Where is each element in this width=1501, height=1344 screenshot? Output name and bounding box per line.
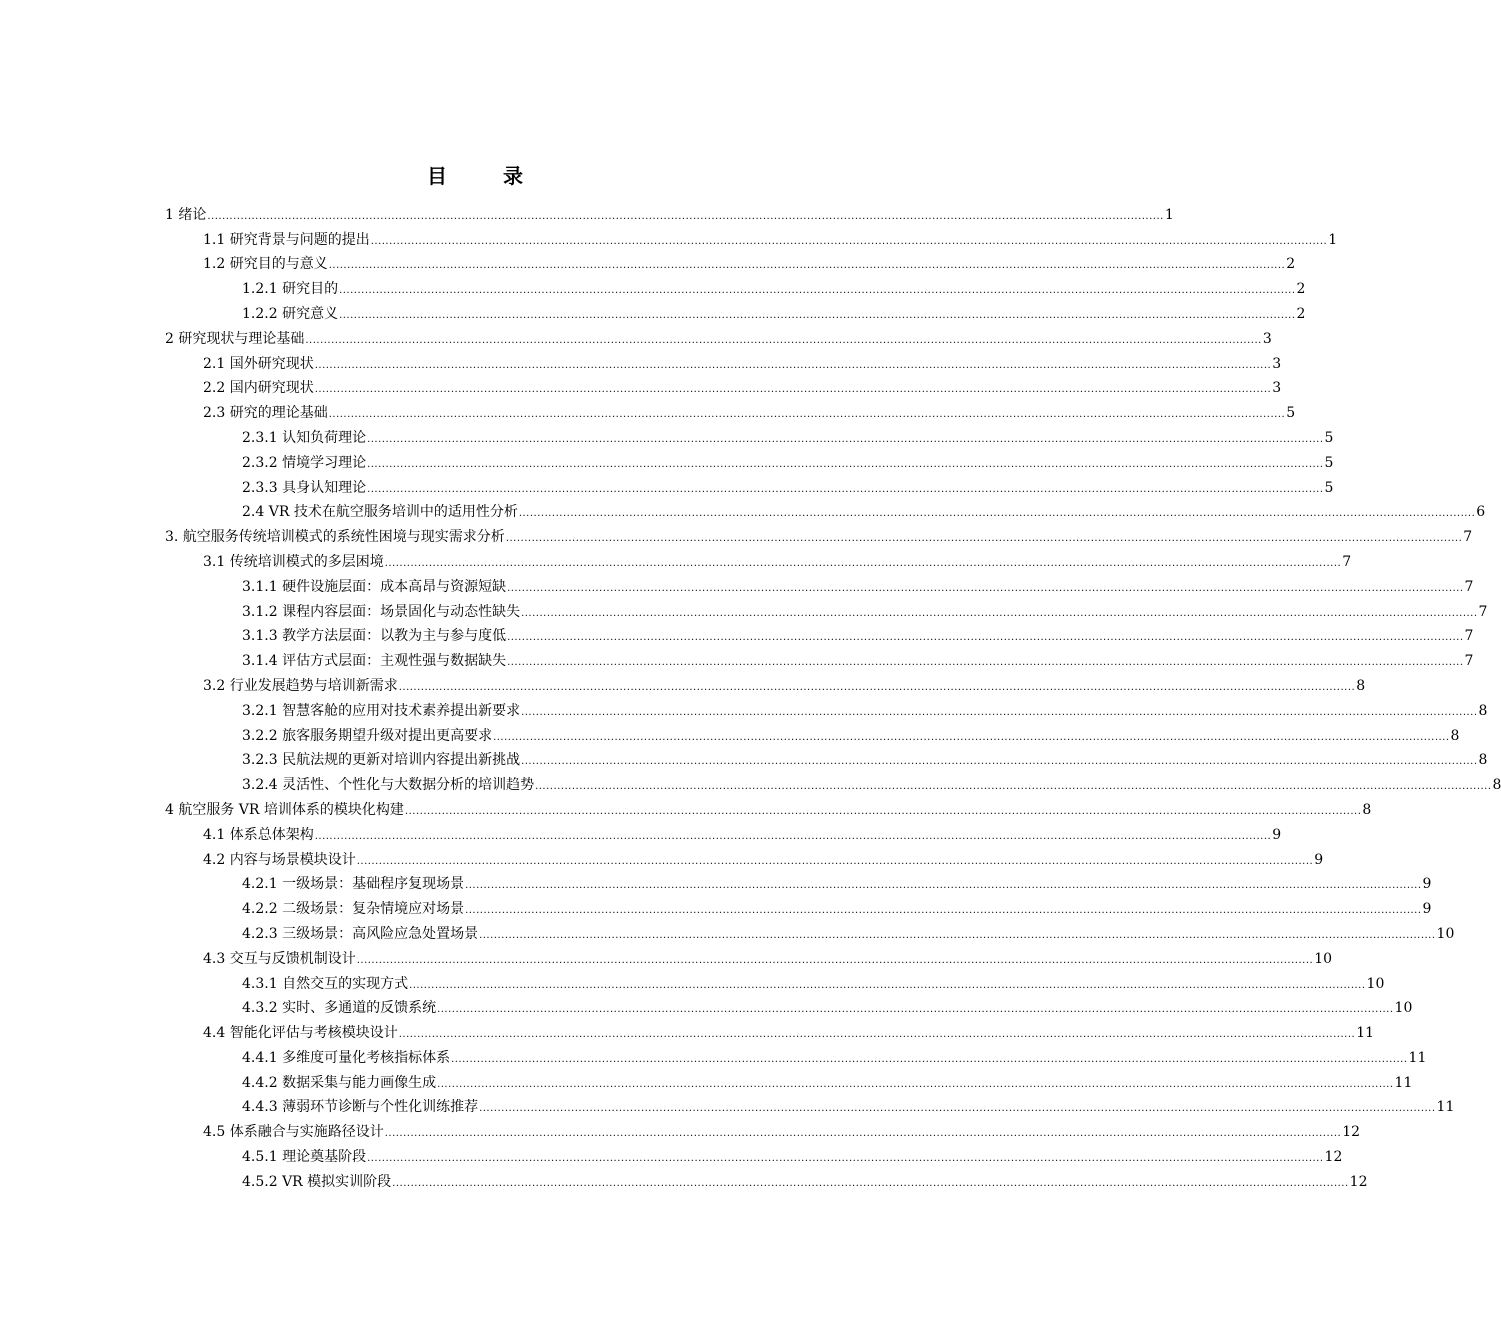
toc-leader-dots: .................................................................................................................................................................................................................................................................... — [479, 929, 1436, 941]
toc-entry-page-number: 9 — [1272, 826, 1282, 843]
toc-entry-page-number: 6 — [1476, 504, 1486, 521]
toc-entry[interactable] — [165, 546, 1352, 571]
toc-leader-dots: .................................................................................................................................................................................................................................................................... — [367, 1153, 1324, 1165]
toc-entry-title: 2.4 VR 技术在航空服务培训中的适用性分析 — [242, 504, 518, 521]
toc-entry[interactable] — [165, 943, 1333, 968]
toc-entry-page-number: 11 — [1436, 1099, 1455, 1116]
toc-entry-title: 2 研究现状与理论基础 — [165, 330, 305, 347]
toc-entry-title: 3.1.3 教学方法层面：以教为主与参与度低 — [242, 628, 507, 645]
toc-entry[interactable] — [165, 373, 1282, 398]
toc-entry-page-number: 12 — [1342, 1124, 1361, 1141]
toc-entry-title: 4.2 内容与场景模块设计 — [203, 851, 356, 868]
toc-entry-title: 3. 航空服务传统培训模式的系统性困境与现实需求分析 — [165, 529, 505, 546]
toc-leader-dots: .................................................................................................................................................................................................................................................................... — [398, 681, 1356, 693]
toc-entry-title: 2.3.1 认知负荷理论 — [242, 429, 367, 446]
toc-entry[interactable] — [165, 521, 1473, 546]
toc-entry[interactable] — [165, 1042, 1427, 1067]
toc-entry-title: 2.1 国外研究现状 — [203, 355, 314, 372]
toc-entry-page-number: 1 — [1328, 231, 1338, 248]
toc-entry[interactable] — [165, 745, 1488, 770]
toc-entry-page-number: 1 — [1164, 206, 1174, 223]
toc-entry-page-number: 3 — [1272, 355, 1282, 372]
toc-entry-page-number: 11 — [1356, 1025, 1375, 1042]
toc-leader-dots: .................................................................................................................................................................................................................................................................... — [305, 334, 1262, 346]
toc-entry-page-number: 7 — [1342, 553, 1352, 570]
toc-leader-dots: .................................................................................................................................................................................................................................................................... — [465, 880, 1422, 892]
toc-entry-page-number: 7 — [1464, 653, 1474, 670]
toc-entry-title: 4.2.3 三级场景：高风险应急处置场景 — [242, 925, 479, 942]
toc-entry[interactable] — [165, 249, 1296, 274]
toc-entry-title: 2.3.2 情境学习理论 — [242, 454, 367, 471]
toc-entry-title: 3.1.2 课程内容层面：场景固化与动态性缺失 — [242, 603, 521, 620]
toc-leader-dots: .................................................................................................................................................................................................................................................................... — [521, 607, 1478, 619]
toc-entry[interactable] — [165, 422, 1334, 447]
toc-entry-title: 1.2.1 研究目的 — [242, 281, 339, 298]
toc-entry-page-number: 9 — [1422, 901, 1432, 918]
toc-entry[interactable] — [165, 571, 1474, 596]
toc-leader-dots: .................................................................................................................................................................................................................................................................... — [328, 409, 1286, 421]
toc-entry-page-number: 2 — [1296, 281, 1306, 298]
toc-leader-dots: .................................................................................................................................................................................................................................................................... — [404, 805, 1362, 817]
toc-leader-dots: .................................................................................................................................................................................................................................................................... — [356, 954, 1314, 966]
toc-entry[interactable] — [165, 1166, 1368, 1191]
toc-leader-dots: .................................................................................................................................................................................................................................................................... — [521, 706, 1478, 718]
toc-entry-title: 3.1.1 硬件设施层面：成本高昂与资源短缺 — [242, 578, 507, 595]
toc-entry[interactable] — [165, 298, 1306, 323]
toc-entry-page-number: 7 — [1463, 529, 1473, 546]
toc-entry-title: 4.5 体系融合与实施路径设计 — [203, 1124, 384, 1141]
toc-leader-dots: .................................................................................................................................................................................................................................................................... — [367, 458, 1324, 470]
toc-entry-page-number: 9 — [1422, 876, 1432, 893]
toc-entry-title: 3.2 行业发展趋势与培训新需求 — [203, 677, 398, 694]
toc-entry[interactable] — [165, 869, 1432, 894]
toc-entry-page-number: 5 — [1324, 479, 1334, 496]
toc-entry-title: 4.4 智能化评估与考核模块设计 — [203, 1025, 398, 1042]
toc-entry-title: 3.1 传统培训模式的多层困境 — [203, 553, 384, 570]
toc-entry-title: 3.2.1 智慧客舱的应用对技术素养提出新要求 — [242, 702, 521, 719]
toc-leader-dots: .................................................................................................................................................................................................................................................................... — [493, 731, 1450, 743]
toc-entry[interactable] — [165, 844, 1324, 869]
toc-leader-dots: .................................................................................................................................................................................................................................................................... — [507, 657, 1464, 669]
toc-entry[interactable] — [165, 645, 1474, 670]
toc-leader-dots: .................................................................................................................................................................................................................................................................... — [356, 855, 1314, 867]
toc-leader-dots: .................................................................................................................................................................................................................................................................... — [398, 1029, 1356, 1041]
toc-leader-dots: .................................................................................................................................................................................................................................................................... — [505, 533, 1463, 545]
toc-title: 目 录 — [427, 164, 541, 188]
toc-entry-title: 4.3.1 自然交互的实现方式 — [242, 975, 409, 992]
toc-entry[interactable] — [165, 1067, 1413, 1092]
toc-entry[interactable] — [165, 893, 1432, 918]
toc-entry[interactable] — [165, 968, 1385, 993]
toc-leader-dots: .................................................................................................................................................................................................................................................................... — [507, 582, 1464, 594]
toc-leader-dots: .................................................................................................................................................................................................................................................................... — [367, 483, 1324, 495]
toc-entry-page-number: 8 — [1478, 702, 1488, 719]
toc-leader-dots: .................................................................................................................................................................................................................................................................... — [451, 1053, 1408, 1065]
toc-entry-page-number: 12 — [1324, 1149, 1343, 1166]
toc-leader-dots: .................................................................................................................................................................................................................................................................... — [370, 235, 1328, 247]
toc-entry[interactable] — [165, 1017, 1375, 1042]
toc-entry-page-number: 2 — [1286, 256, 1296, 273]
toc-entry-page-number: 10 — [1394, 1000, 1413, 1017]
toc-leader-dots: .................................................................................................................................................................................................................................................................... — [465, 905, 1422, 917]
toc-entry-page-number: 3 — [1262, 330, 1272, 347]
toc-entry-title: 3.2.3 民航法规的更新对培训内容提出新挑战 — [242, 752, 521, 769]
table-of-contents — [165, 199, 1501, 1191]
toc-entry[interactable] — [165, 348, 1282, 373]
toc-entry-title: 3.2.2 旅客服务期望升级对提出更高要求 — [242, 727, 493, 744]
toc-entry[interactable] — [165, 1092, 1455, 1117]
toc-entry-page-number: 3 — [1272, 380, 1282, 397]
toc-entry[interactable] — [165, 769, 1501, 794]
toc-leader-dots: .................................................................................................................................................................................................................................................................... — [314, 830, 1272, 842]
toc-entry-title: 4.5.2 VR 模拟实训阶段 — [242, 1173, 392, 1190]
toc-entry[interactable] — [165, 695, 1488, 720]
toc-entry[interactable] — [165, 397, 1296, 422]
toc-entry-title: 4.5.1 理论奠基阶段 — [242, 1149, 367, 1166]
toc-entry-title: 2.3 研究的理论基础 — [203, 405, 328, 422]
toc-entry-page-number: 8 — [1478, 752, 1488, 769]
toc-entry-page-number: 9 — [1314, 851, 1324, 868]
toc-entry-page-number: 10 — [1366, 975, 1385, 992]
toc-entry[interactable] — [165, 720, 1460, 745]
toc-entry[interactable] — [165, 447, 1334, 472]
toc-leader-dots: .................................................................................................................................................................................................................................................................... — [535, 781, 1492, 793]
toc-entry[interactable] — [165, 993, 1413, 1018]
toc-entry-page-number: 5 — [1324, 429, 1334, 446]
toc-leader-dots: .................................................................................................................................................................................................................................................................... — [437, 1004, 1394, 1016]
toc-leader-dots: .................................................................................................................................................................................................................................................................... — [507, 632, 1464, 644]
toc-entry-title: 1.2 研究目的与意义 — [203, 256, 328, 273]
toc-entry[interactable] — [165, 497, 1486, 522]
toc-leader-dots: .................................................................................................................................................................................................................................................................... — [384, 557, 1342, 569]
toc-entry-page-number: 8 — [1356, 677, 1366, 694]
toc-entry-title: 4.4.2 数据采集与能力画像生成 — [242, 1074, 437, 1091]
toc-entry-title: 4.3.2 实时、多通道的反馈系统 — [242, 1000, 437, 1017]
toc-entry[interactable] — [165, 199, 1174, 224]
toc-entry-title: 2.3.3 具身认知理论 — [242, 479, 367, 496]
toc-leader-dots: .................................................................................................................................................................................................................................................................... — [479, 1103, 1436, 1115]
toc-entry[interactable] — [165, 670, 1366, 695]
toc-entry[interactable] — [165, 794, 1372, 819]
toc-leader-dots: .................................................................................................................................................................................................................................................................... — [384, 1128, 1342, 1140]
toc-entry-title: 4.4.1 多维度可量化考核指标体系 — [242, 1049, 451, 1066]
toc-entry[interactable] — [165, 273, 1306, 298]
toc-entry-title: 4.4.3 薄弱环节诊断与个性化训练推荐 — [242, 1099, 479, 1116]
toc-entry-title: 1.2.2 研究意义 — [242, 305, 339, 322]
toc-entry-page-number: 7 — [1478, 603, 1488, 620]
toc-leader-dots: .................................................................................................................................................................................................................................................................... — [207, 210, 1164, 222]
toc-entry-title: 4.2.2 二级场景：复杂情境应对场景 — [242, 901, 465, 918]
toc-leader-dots: .................................................................................................................................................................................................................................................................... — [339, 285, 1296, 297]
toc-leader-dots: .................................................................................................................................................................................................................................................................... — [328, 260, 1286, 272]
toc-entry-title: 3.1.4 评估方式层面：主观性强与数据缺失 — [242, 653, 507, 670]
toc-entry[interactable] — [165, 1116, 1361, 1141]
toc-entry-page-number: 2 — [1296, 305, 1306, 322]
toc-entry-page-number: 10 — [1436, 925, 1455, 942]
toc-entry-title: 3.2.4 灵活性、个性化与大数据分析的培训趋势 — [242, 777, 535, 794]
toc-entry-page-number: 7 — [1464, 578, 1474, 595]
toc-entry[interactable] — [165, 621, 1474, 646]
toc-entry-page-number: 11 — [1394, 1074, 1413, 1091]
toc-entry[interactable] — [165, 596, 1488, 621]
toc-entry-page-number: 10 — [1314, 950, 1333, 967]
toc-entry-page-number: 8 — [1450, 727, 1460, 744]
toc-entry[interactable] — [165, 472, 1334, 497]
toc-entry-page-number: 5 — [1324, 454, 1334, 471]
toc-leader-dots: .................................................................................................................................................................................................................................................................... — [437, 1078, 1394, 1090]
toc-entry-page-number: 12 — [1349, 1173, 1368, 1190]
toc-leader-dots: .................................................................................................................................................................................................................................................................... — [314, 359, 1272, 371]
toc-entry-title: 4.1 体系总体架构 — [203, 826, 314, 843]
toc-entry-title: 1.1 研究背景与问题的提出 — [203, 231, 370, 248]
toc-entry-title: 4 航空服务 VR 培训体系的模块化构建 — [165, 801, 404, 818]
toc-leader-dots: .................................................................................................................................................................................................................................................................... — [392, 1177, 1349, 1189]
toc-entry[interactable] — [165, 224, 1338, 249]
toc-entry[interactable] — [165, 819, 1282, 844]
toc-leader-dots: .................................................................................................................................................................................................................................................................... — [521, 756, 1478, 768]
toc-entry-page-number: 5 — [1286, 405, 1296, 422]
toc-entry-title: 4.3 交互与反馈机制设计 — [203, 950, 356, 967]
toc-leader-dots: .................................................................................................................................................................................................................................................................... — [314, 384, 1272, 396]
toc-leader-dots: .................................................................................................................................................................................................................................................................... — [518, 508, 1476, 520]
toc-leader-dots: .................................................................................................................................................................................................................................................................... — [409, 979, 1366, 991]
toc-entry-title: 1 绪论 — [165, 206, 207, 223]
toc-entry-page-number: 11 — [1408, 1049, 1427, 1066]
toc-entry-title: 2.2 国内研究现状 — [203, 380, 314, 397]
toc-entry[interactable] — [165, 323, 1272, 348]
toc-leader-dots: .................................................................................................................................................................................................................................................................... — [339, 309, 1296, 321]
toc-entry-title: 4.2.1 一级场景：基础程序复现场景 — [242, 876, 465, 893]
toc-entry-page-number: 7 — [1464, 628, 1474, 645]
toc-entry-page-number: 8 — [1492, 777, 1501, 794]
toc-entry-page-number: 8 — [1362, 801, 1372, 818]
toc-leader-dots: .................................................................................................................................................................................................................................................................... — [367, 433, 1324, 445]
toc-entry[interactable] — [165, 918, 1455, 943]
toc-entry[interactable] — [165, 1141, 1343, 1166]
